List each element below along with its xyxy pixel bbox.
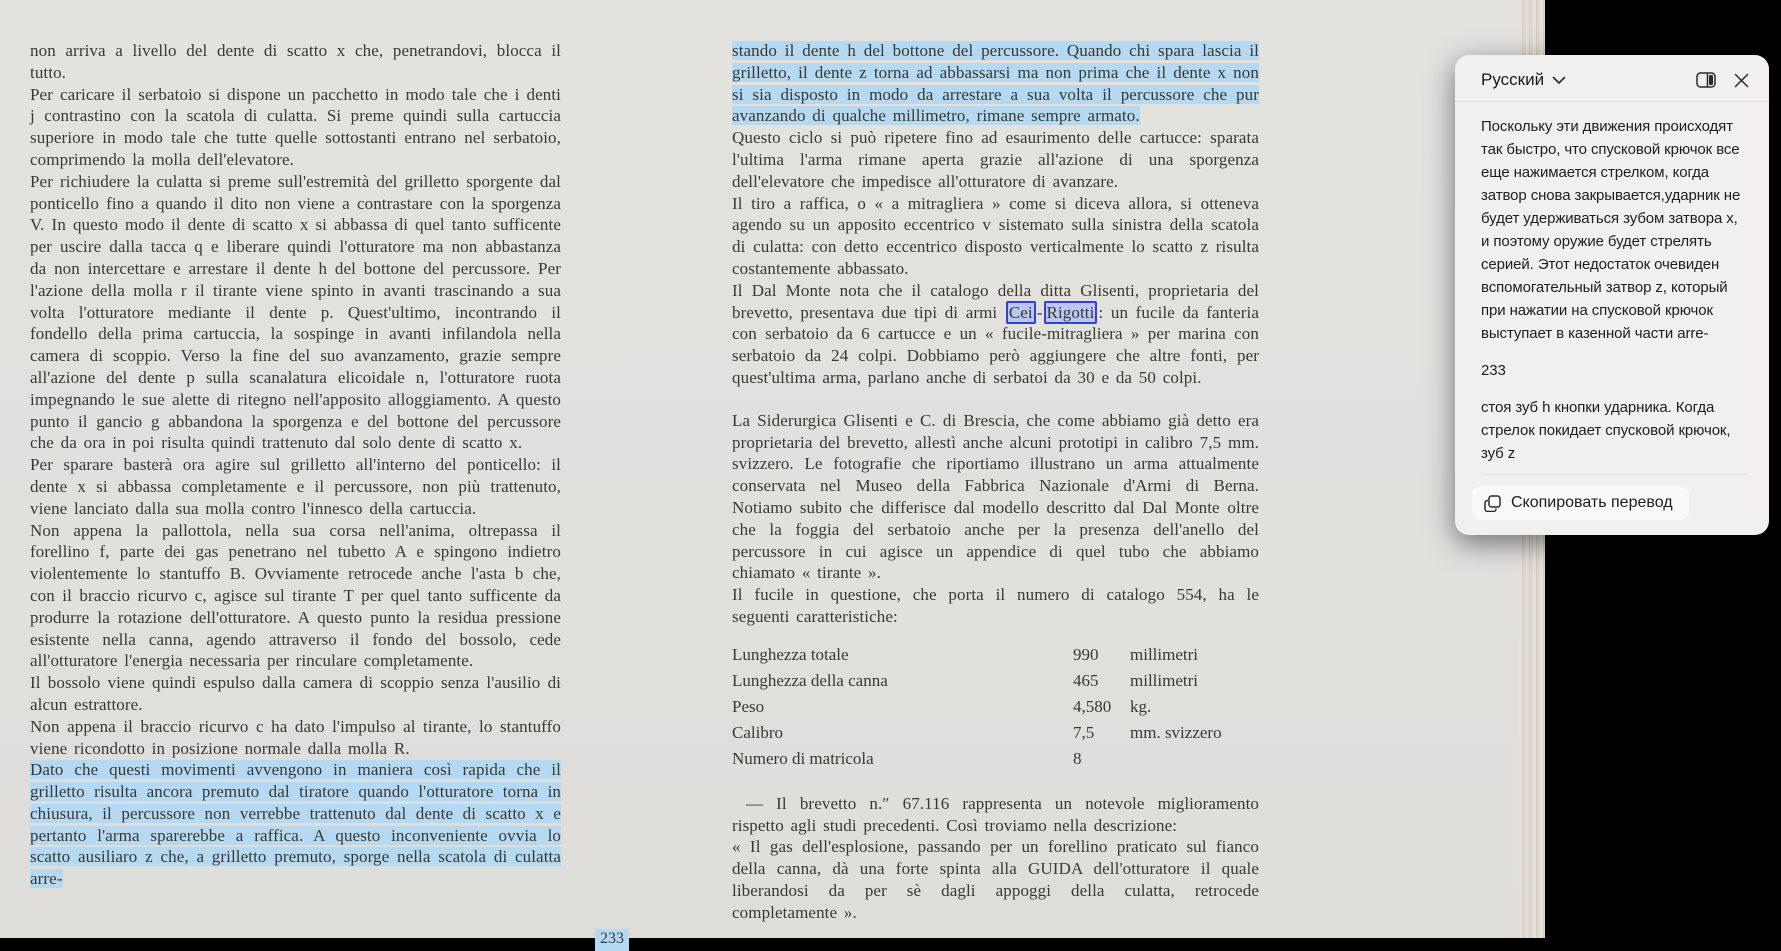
spec-unit: millimetri (1130, 644, 1198, 664)
spec-row[interactable] (732, 746, 1259, 772)
spec-num: 8 (1073, 748, 1082, 768)
scan-paragraph[interactable] (30, 171, 561, 454)
spec-unit: mm. svizzero (1130, 722, 1222, 742)
page-number-highlighted[interactable]: 233 (595, 929, 629, 951)
scan-paragraph[interactable] (30, 40, 561, 84)
spec-num: 990 (1073, 644, 1099, 664)
scan-paragraph[interactable] (30, 520, 561, 673)
selected-text-paragraph[interactable] (30, 759, 561, 890)
scan-paragraph[interactable] (30, 716, 561, 760)
divider (1481, 474, 1747, 475)
text-selection: stando il dente h del bottone del percussore. Quando chi spara lascia il grilletto, il dente z torna ad abbassarsi ma non prima che il dente x non si sia disposto in modo da arrestare a sua volta il percussore che pur avanzando di qualche millimetro, rimane sempre armato. (732, 41, 1259, 126)
spec-row[interactable] (732, 642, 1259, 668)
text-run: - (1036, 302, 1043, 322)
language-label: Русский (1481, 70, 1545, 89)
translated-page-number: 233 (1481, 362, 1506, 379)
scan-paragraph[interactable] (732, 193, 1259, 280)
text-run: Il bossolo viene quindi espulso dalla camera di scoppio senza l'ausilio di alcun estrattore. (30, 673, 561, 714)
spec-label: Calibro (732, 722, 783, 742)
translation-paragraph: Поскольку эти движения происходят так быстро, что спусковой крючок все еще нажимается стрелком, когда затвор снова закрывается,ударник не будет удерживаться зубом затвора x, и поэтому оружие будет стрелять серией. Этот недостаток очевиден вспомогательный затвор z, который при нажатии на спусковой крючок выступает в казенной части arre- (1481, 118, 1741, 342)
scan-paragraph[interactable] (732, 793, 1259, 837)
scan-paragraph[interactable] (30, 84, 561, 171)
text-run: Il tiro a raffica, o « a mitragliera » come si diceva allora, si otteneva agendo su un apposito eccentrico v sistemato sulla sinistra della scatola di culatta: con detto eccentrico disposto verticalmente lo scatto z risulta costantemente abbassato. (732, 193, 1259, 278)
text-run: Il fucile in questione, che porta il numero di catalogo 554, ha le seguenti caratteristiche: (732, 585, 1259, 626)
copy-translation-button[interactable] (1471, 485, 1690, 521)
translation-paragraph: стоя зуб h кнопки ударника. Когда стрелок покидает спусковой крючок, зуб z (1481, 399, 1731, 462)
scan-paragraph[interactable] (30, 454, 561, 519)
spec-num: 4,580 (1073, 696, 1112, 716)
spec-num: 7,5 (1073, 722, 1095, 742)
text-run: Per sparare basterà ora agire sul grilletto all'interno del ponticello: il dente x si abbassa completamente e il percussore, non più trattenuto, viene lanciato dalla sua molla contro l'innesco della cartuccia. (30, 455, 561, 518)
spec-unit: millimetri (1130, 670, 1198, 690)
scan-paragraph[interactable] (732, 127, 1259, 192)
spec-label: Lunghezza della canna (732, 670, 888, 690)
spec-row[interactable] (732, 694, 1259, 720)
spec-unit: kg. (1130, 696, 1152, 716)
spec-row[interactable] (732, 668, 1259, 694)
left-column (30, 40, 561, 890)
text-selection: Dato che questi movimenti avvengono in maniera così rapida che il grilletto risulta ancora premuto dal tiratore quando l'otturatore torna in chiusura, il percussore non verrebbe trattenuto dal dente di scatto x e pertanto l'arma sparerebbe a raffica. A questo inconveniente ovvia lo scatto ausiliaro z che, a grilletto premuto, sporge nella scatola di culatta arre- (30, 760, 561, 889)
scan-paragraph[interactable] (30, 672, 561, 716)
translation-popup (1455, 55, 1769, 535)
chevron-down-icon (1552, 76, 1566, 85)
scan-paragraph[interactable] (732, 280, 1259, 389)
text-run: Per caricare il serbatoio si dispone un pacchetto in modo tale che i denti j contrastino con la scatola di culatta. Si preme quindi sulla cartuccia superiore in modo tale che tutte quelle sottostanti entrano nel serbatoio, comprimendo la molla dell'elevatore. (30, 84, 561, 169)
text-run: « Il gas dell'esplosione, passando per un forellino praticato sul fianco della canna, dà una forte spinta alla GUIDA dell'otturatore il quale liberandosi da per sè dagli appoggi della culatta, retrocede completamente ». (732, 837, 1259, 922)
find-match[interactable]: Cei (1006, 301, 1036, 324)
copy-icon (1484, 495, 1501, 512)
text-run: Non appena il braccio ricurvo c ha dato l'impulso al tirante, lo stantuffo viene ricondotto in posizione normale dalla molla R. (30, 716, 561, 758)
text-run: Il Dal Monte nota che il catalogo della ditta Glisenti, proprietaria del brevetto, presentava due tipi di armi (732, 280, 1259, 322)
text-run: Questo ciclo si può ripetere fino ad esaurimento delle cartucce: sparata l'ultima l'arma rimane aperta grazie all'azione di una sporgenza dell'elevatore che impedisce all'otturatore di avanzare. (732, 128, 1259, 191)
split-view-icon (1696, 72, 1716, 88)
scan-paragraph[interactable] (732, 584, 1259, 628)
scan-paragraph[interactable] (732, 836, 1259, 923)
text-run: La Siderurgica Glisenti e C. di Brescia, che come abbiamo già detto era proprietaria del brevetto, allestì anche alcuni prototipi in calibro 7,5 mm. svizzero. Le fotografie che riportiamo illustrano un arma attualmente conservata nel Museo della Fabbrica Nazionale d'Armi di Berna. Notiamo subito che differisce dal modello descritto dal Dal Monte oltre che la foggia del serbatoio anche per la presenza dell'anello del percussore in cui agisce un appendice di quel tubo che abbiamo chiamato « tirante ». (732, 410, 1259, 583)
spec-num: 465 (1073, 670, 1099, 690)
scan-paragraph[interactable] (732, 410, 1259, 584)
spec-label: Numero di matricola (732, 748, 874, 768)
spec-label: Peso (732, 696, 765, 716)
language-selector[interactable] (1481, 70, 1566, 90)
translation-text (1455, 102, 1769, 465)
find-match[interactable]: Rigotti (1044, 301, 1098, 324)
popup-header (1455, 55, 1769, 101)
spec-label: Lunghezza totale (732, 644, 849, 664)
text-run: Per richiudere la culatta si preme sull'estremità del grilletto sporgente dal ponticello fino a quando il dito non viene a contrastare con la sporgenza V. In questo modo il dente di scatto x si abbassa di quel tanto sufficente per uscire dalla tacca q e liberare quindi l'otturatore ma non abbastanza da non intercettare e arrestare il dente h del bottone del percussore. Per l'azione della molla r il tirante viene spinto in avanti trascinando a sua volta l'otturatore mediante il dente p. Quest'ultimo, incontrando il fondello della prima cartuccia, la sospinge in avanti infilandola nella camera di scoppio. Verso la fine del suo avanzamento, grazie sempre all'azione del dente p sulla scanalatura elicoidale n, l'otturatore ruota impegnando le sue alette di ritegno nell'apposito alloggiamento. A questo punto il gancio g abbandona la sporgenza e del bottone del percussore che da ora in poi risulta quindi trattenuto dal solo dente di scatto x. (30, 171, 561, 453)
text-run: Non appena la pallottola, nella sua corsa nell'anima, oltrepassa il forellino f, parte dei gas penetrano nel tubetto A e spingono indietro violentemente lo stantuffo B. Ovviamente retrocede anche l'asta b che, con il braccio ricurvo c, agisce sul tirante T per quel tanto sufficente da produrre la rotazione dell'otturatore. A questo punto la residua pressione esistente nella canna, agendo attraverso il fondo del bossolo, cede all'otturatore l'energia necessaria per rinculare completamente. (30, 520, 561, 671)
text-run: non arriva a livello del dente di scatto x che, penetrandovi, blocca il tutto. (30, 41, 561, 82)
selected-text-paragraph[interactable] (732, 40, 1259, 127)
specifications-table (732, 642, 1259, 772)
text-run: — Il brevetto n.″ 67.116 rappresenta un notevole miglioramento rispetto agli studi precedenti. Così troviamo nella descrizione: (732, 793, 1259, 835)
right-column (732, 40, 1259, 924)
split-view-button[interactable] (1694, 70, 1718, 90)
spec-row[interactable] (732, 720, 1259, 746)
spec-unit (1130, 746, 1259, 772)
text-run: : un fucile da fanteria con serbatoio da 6 cartucce e un « fucile-mitragliera » per marina con serbatoio da 24 colpi. Dobbiamo però aggiungere che altre fonti, per quest'ultima arma, parlano anche di serbatoi da 30 e da 50 colpi. (732, 302, 1259, 387)
close-button[interactable] (1732, 71, 1751, 90)
close-icon (1734, 73, 1749, 88)
copy-button-label: Скопировать перевод (1511, 494, 1673, 511)
